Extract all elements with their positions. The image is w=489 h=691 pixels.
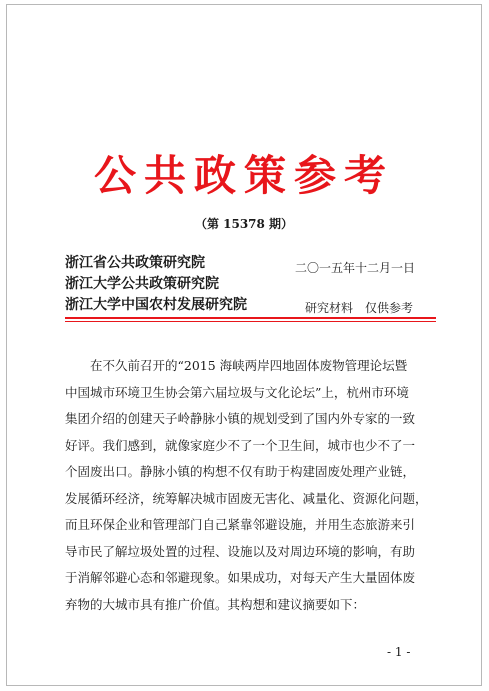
header-divider-thick [65,317,436,319]
body-line: 好评。我们感到，就像家庭少不了一个卫生间，城市也少不了一 [65,437,416,453]
body-paragraph [65,353,437,618]
page-number: - 1 - [387,645,411,659]
body-line: 集团介绍的创建天子岭静脉小镇的规划受到了国内外专家的一致 [65,411,416,426]
body-line: 个固废出口。静脉小镇的构想不仅有助于构建固废处理产业链， [65,464,416,479]
reference-note: 研究材料 仅供参考 [305,301,414,315]
body-line: 而且环保企业和管理部门自己紧靠邻避设施，并用生态旅游来引 [65,517,416,532]
institute-list [65,253,285,316]
document-title: 公共政策参考 [93,151,394,200]
document-page [6,4,482,686]
issue-number: （第 15378 期） [194,217,294,231]
body-line: 弃物的大城市具有推广价值。其构想和建议摘要如下： [65,596,366,612]
institute-name: 浙江省公共政策研究院 [65,255,205,271]
body-line: 导市民了解垃圾处置的过程、设施以及对周边环境的影响，有助 [65,543,416,559]
institute-name: 浙江大学公共政策研究院 [65,276,219,292]
header-divider-thin [65,321,436,322]
body-line: 发展循环经济，统筹解决城市固废无害化、减量化、资源化问题， [65,490,428,506]
body-line: 中国城市环境卫生协会第六届垃圾与文化论坛”上，杭州市环境 [65,384,409,400]
body-line: 于消解邻避心态和邻避现象。如果成功，对每天产生大量固体废 [65,570,416,585]
body-line: 在不久前召开的“2015 海峡两岸四地固体废物管理论坛暨 [90,358,408,373]
institute-name: 浙江大学中国农村发展研究院 [65,297,247,313]
publish-date: 二〇一五年十二月一日 [295,261,416,275]
